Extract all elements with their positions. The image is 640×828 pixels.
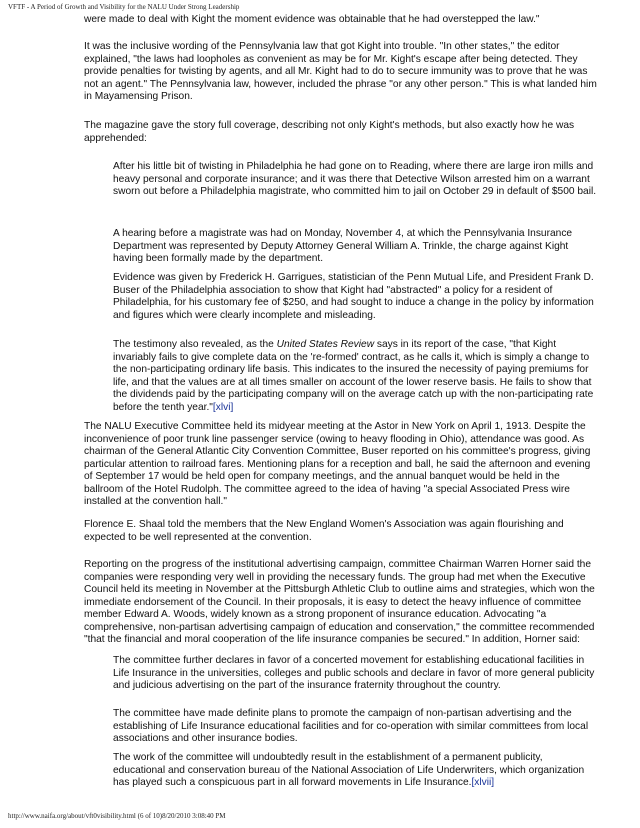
footnote-link[interactable]: [xlvii]	[471, 777, 495, 788]
page-footer-url: http://www.naifa.org/about/vft0visibility.html (6 of 10)8/20/2010 3:08:40 PM	[8, 812, 226, 820]
blockquote: A hearing before a magistrate was had on Monday, November 4, at which the Pennsylvania Insurance Department was represented by Deputy Attorney General William A. Trinkle, the charge against Kight having been formally made by the department.	[113, 228, 573, 264]
footnote-link[interactable]: [xlvi]	[212, 401, 234, 413]
paragraph: Reporting on the progress of the institutional advertising campaign, committee Chairman Warren Horner said the companies were responding very well in providing the necessary funds. The group had met when the Executive Council held its meeting in November at the Pittsburgh Athletic Club to outline aims and strategies, which won the immediate endorsement of the Council. In their proposals, it is easy to detect the heavy influence of committee member Edward A. Woods, widely known as a strong proponent of insurance education. Advocating "a comprehensive, non-partisan advertising campaign of education and conservation," the committee recommended "that the financial and moral cooperation of the life insurance companies be secured." In addition, Horner said:	[84, 559, 595, 645]
publication-title: United States Review	[276, 339, 375, 350]
paragraph: The NALU Executive Committee held its midyear meeting at the Astor in New York on April 1, 1913. Despite the inconvenience of poor trunk line passenger service (owing to heavy flooding in Ohio), attendance was good. As chairman of the General Atlantic City Convention Committee, Buser reported on his committee's progress, giving particular attention to railroad fares. Mentioning plans for a reception and ball, he said the afternoon and evening of September 17 would be held open for company meetings, and the annual banquet would be held in the ballroom of the Hotel Rudolph. The committee agreed to the idea of having "a special Associated Press wire installed at the convention hall."	[84, 421, 591, 507]
blockquote: The committee have made definite plans to promote the campaign of non-partisan advertising and the establishing of Life Insurance educational facilities and for co-operation with similar committees from local associations and other insurance bodies.	[113, 708, 589, 744]
blockquote	[113, 339, 597, 414]
blockquote: After his little bit of twisting in Philadelphia he had gone on to Reading, where there are large iron mills and heavy personal and corporate insurance; and it was there that Detective Wilson arrested him on a warrant sworn out before a Philadelphia magistrate, who committed him to jail on October 29 in default of $500 bail.	[113, 161, 597, 197]
paragraph: It was the inclusive wording of the Pennsylvania law that got Kight into trouble. "In other states," the editor explained, "the laws had loopholes as convenient as may be for Mr. Kight's escape after being detected. They provide penalties for twisting by agents, and all Mr. Kight had to do to secure immunity was to prove that he was not an agent." The Pennsylvania law, however, included the phrase "or any other person." This is what landed him in Mayamensing Prison.	[84, 41, 597, 102]
blockquote: Evidence was given by Frederick H. Garrigues, statistician of the Penn Mutual Life, and President Frank D. Buser of the Philadelphia association to show that Kight had "abstracted" a policy for a resident of Philadelphia, for his customary fee of $250, and had sought to induce a change in the policy by information and figures which were clearly incomplete and misleading.	[113, 272, 594, 321]
paragraph: were made to deal with Kight the moment evidence was obtainable that he had overstepped the law."	[84, 14, 540, 25]
paragraph: The magazine gave the story full coverage, describing not only Kight's methods, but also exactly how he was apprehended:	[84, 120, 575, 144]
page-header: VFTF - A Period of Growth and Visibility for the NALU Under Strong Leadership	[8, 3, 240, 11]
quote-text: says in its report of the case, "that Kight invariably fails to give complete data on the 're-formed' contract, as he calls it, which is simply a change to the non-participating ordinary life basis. This indicates to the insured the necessity of paying premiums for life, and that the values are at all times smaller on account of the lower reserve basis. He fails to show that the dividends paid by the participating company will on the average catch up with the non-participating rate before the tenth year."	[113, 339, 594, 413]
blockquote: The committee further declares in favor of a concerted movement for establishing educational facilities in Life Insurance in the universities, colleges and public schools and declare in favor of more general publicity and judicious advertising on the part of the insurance fraternity throughout the country.	[113, 655, 595, 691]
quote-text: The testimony also revealed, as the	[113, 339, 277, 350]
quote-text: The work of the committee will undoubtedly result in the establishment of a permanent publicity, educational and conservation bureau of the National Association of Life Underwriters, which organization has played such a conspicuous part in all forward movements in Life Insurance.	[113, 752, 585, 788]
paragraph: Florence E. Shaal told the members that the New England Women's Association was again flourishing and expected to be well represented at the convention.	[84, 519, 564, 543]
blockquote	[113, 752, 597, 790]
